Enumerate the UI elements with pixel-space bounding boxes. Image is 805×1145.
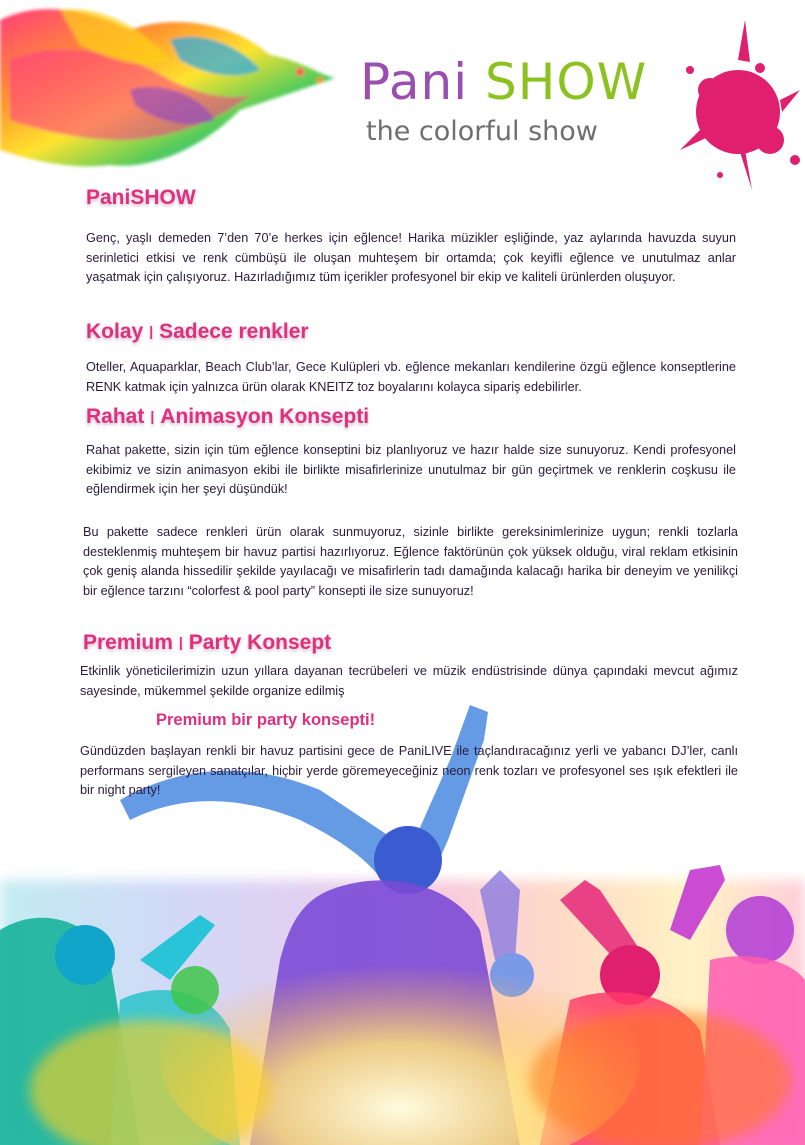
heading-right: Party Konsept — [188, 631, 332, 654]
section-paragraph-panishow: Genç, yaşlı demeden 7’den 70’e herkes için eğlence! Harika müzikler eşliğinde, yaz aylarında havuzda suyun serinletici etkisi ve renk cümbüşü ile oluşan muhteşem bir ortamda; çok keyifli eğlence ve unutulmaz anlar yaşatmak için çalışıyoruz. Hazırladığımız tüm içerikler profesyonel bir ekip ve kaliteli ürünlerden oluşuyor. — [86, 231, 736, 284]
heading-right: Sadece renkler — [159, 320, 309, 343]
rainbow-paint-splash — [0, 9, 335, 166]
brand-name-right: SHOW — [485, 53, 648, 111]
section-paragraph-premium: Etkinlik yöneticilerimizin uzun yıllara dayanan tecrübeleri ve müzik endüstrisinde dünya çapındaki mevcut ağımız sayesinde, mükemmel şekilde organize edilmiş — [80, 664, 738, 698]
brand-tagline: the colorful show — [366, 116, 598, 147]
heading-right: Animasyon Konsepti — [160, 405, 370, 428]
heading-separator: | — [150, 408, 155, 424]
premium-subheading: Premium bir party konsepti! — [156, 711, 376, 729]
section-paragraph-premium-2: Gündüzden başlayan renkli bir havuz partisini gece de PaniLIVE ile taçlandıracağınız yerli ve yabancı DJ’ler, canlı performans sergileyen sanatçılar, hiçbir yerde göremeyeceğiniz neon renk tozları ve profesyonel ses ışık efektleri ile bir night party! — [80, 744, 738, 797]
section-heading-panishow: PaniSHOW — [86, 186, 196, 209]
heading-left: Premium — [83, 631, 173, 654]
brand-name — [360, 52, 660, 112]
heading-left: Kolay — [86, 320, 144, 343]
brand-name-left: Pani — [360, 53, 469, 111]
section-paragraph-rahat: Rahat pakette, sizin için tüm eğlence konseptini biz planlıyoruz ve hazır halde size sunuyoruz. Kendi profesyonel ekibimiz ve sizin animasyon ekibi ile birlikte misafirlerinize unutulmaz bir gün geçirtmek ve renklerin coşkusu ile eğlendirmek için her şeyi düşündük! — [86, 443, 736, 496]
heading-separator: | — [149, 323, 154, 339]
section-heading-kolay — [86, 320, 309, 344]
section-heading-rahat — [86, 405, 369, 429]
brand-logo — [360, 52, 660, 147]
section-paragraph-rahat-2: Bu pakette sadece renkleri ürün olarak sunmuyoruz, sizinle birlikte gereksinimlerinize uygun; renkli tozlarla desteklenmiş muhteşem bir havuz partisi hazırlıyoruz. Eğlence faktörünün çok yüksek olduğu, viral reklam etkisinin çok geniş alanda hissedilir şekilde yayılacağı ve misafirlerin tadı damağında kalacağı harika bir deneyim ve yenilikçi bir eğlence tarzını “colorfest & pool party” konsepti ile size sunuyoruz! — [83, 525, 738, 598]
section-heading-premium — [83, 631, 331, 655]
heading-separator: | — [178, 634, 183, 650]
heading-left: Rahat — [86, 405, 145, 428]
pink-ink-splat — [680, 20, 800, 190]
section-paragraph-kolay: Oteller, Aquaparklar, Beach Club’lar, Gece Kulüpleri vb. eğlence mekanları kendilerine özgü eğlence konseptlerine RENK katmak için yalnızca ürün olarak KNEITZ toz boyalarını kolayca sipariş edebilirler. — [86, 360, 736, 394]
